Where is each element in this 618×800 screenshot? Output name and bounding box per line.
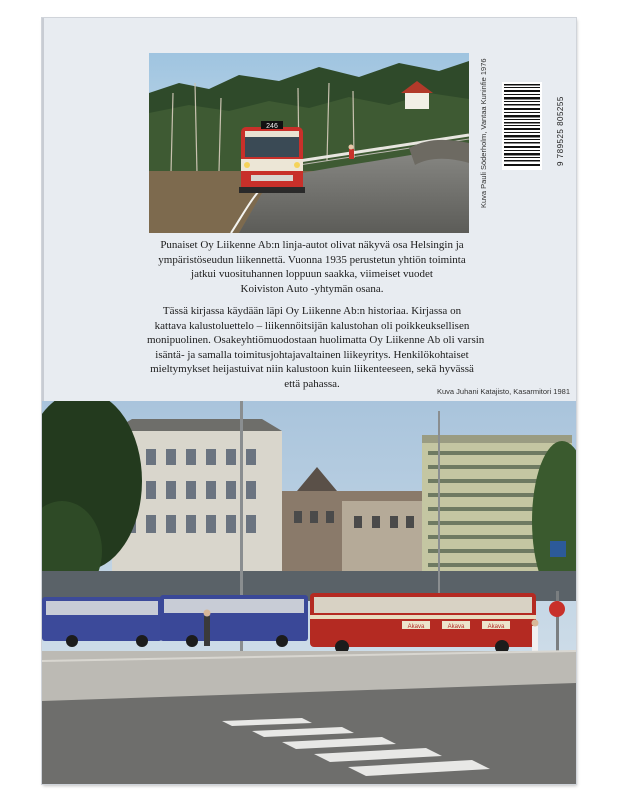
paragraph-line: että pahassa. xyxy=(284,377,340,390)
bus-ad-label: Akava xyxy=(447,624,465,630)
paragraph-line: ympäristöseudun liikennettä. Vuonna 1935 perustetun yhtiön toiminta xyxy=(158,253,466,266)
paragraph-line: Punaiset Oy Liikenne Ab:n linja-autot olivat näkyvä osa Helsingin ja xyxy=(160,239,464,251)
paragraph-line: Koiviston Auto -yhtymän osana. xyxy=(240,282,384,295)
description-paragraph-1 xyxy=(147,238,477,296)
paragraph-line: kattava kalustoluettelo – liikennöitsijän kalustohan oli poikkeuksellisen xyxy=(154,319,470,332)
book-back-cover xyxy=(42,18,576,784)
paragraph-line: mieltymykset heijastuivat niin kalustoon kuin liikenteeseen, sekä hyvässä xyxy=(150,363,474,375)
paragraph-line: Tässä kirjassa käydään läpi Oy Liikenne Ab:n historiaa. Kirjassa on xyxy=(162,305,462,317)
red-bus xyxy=(310,593,536,654)
description-paragraph-2 xyxy=(147,304,485,391)
top-photo-illustration xyxy=(149,53,469,233)
paragraph-line: jatkui vuosituhannen loppuun saakka, viimeiset vuodet xyxy=(191,268,433,280)
paragraph-line: isäntä- ja samalla toimitusjohtajavaltainen liikeyritys. Henkilökohtaiset xyxy=(155,348,469,361)
bus-route-sign: 246 xyxy=(266,123,278,130)
red-bus xyxy=(239,121,305,193)
bottom-photo-credit: Kuva Juhani Katajisto, Kasarmitori 1981 xyxy=(437,387,570,396)
top-photo-credit: Kuva Pauli Söderholm, Vantaa Kuninfie 1976 xyxy=(479,58,488,208)
bottom-photo-illustration xyxy=(42,401,576,784)
bus-ad-label: Akava xyxy=(407,624,425,630)
bus-ad-label: Akava xyxy=(487,624,505,630)
top-photo xyxy=(149,53,469,233)
paragraph-line: monipuolinen. Osakeyhtiömuodostaan huolimatta Oy Liikenne Ab oli varsin xyxy=(147,334,485,346)
bottom-photo xyxy=(42,401,576,784)
barcode xyxy=(502,82,542,170)
barcode-number: 9 789525 805255 xyxy=(556,96,565,166)
top-photo-credit-wrap xyxy=(479,58,489,218)
barcode-number-wrap xyxy=(556,96,566,176)
